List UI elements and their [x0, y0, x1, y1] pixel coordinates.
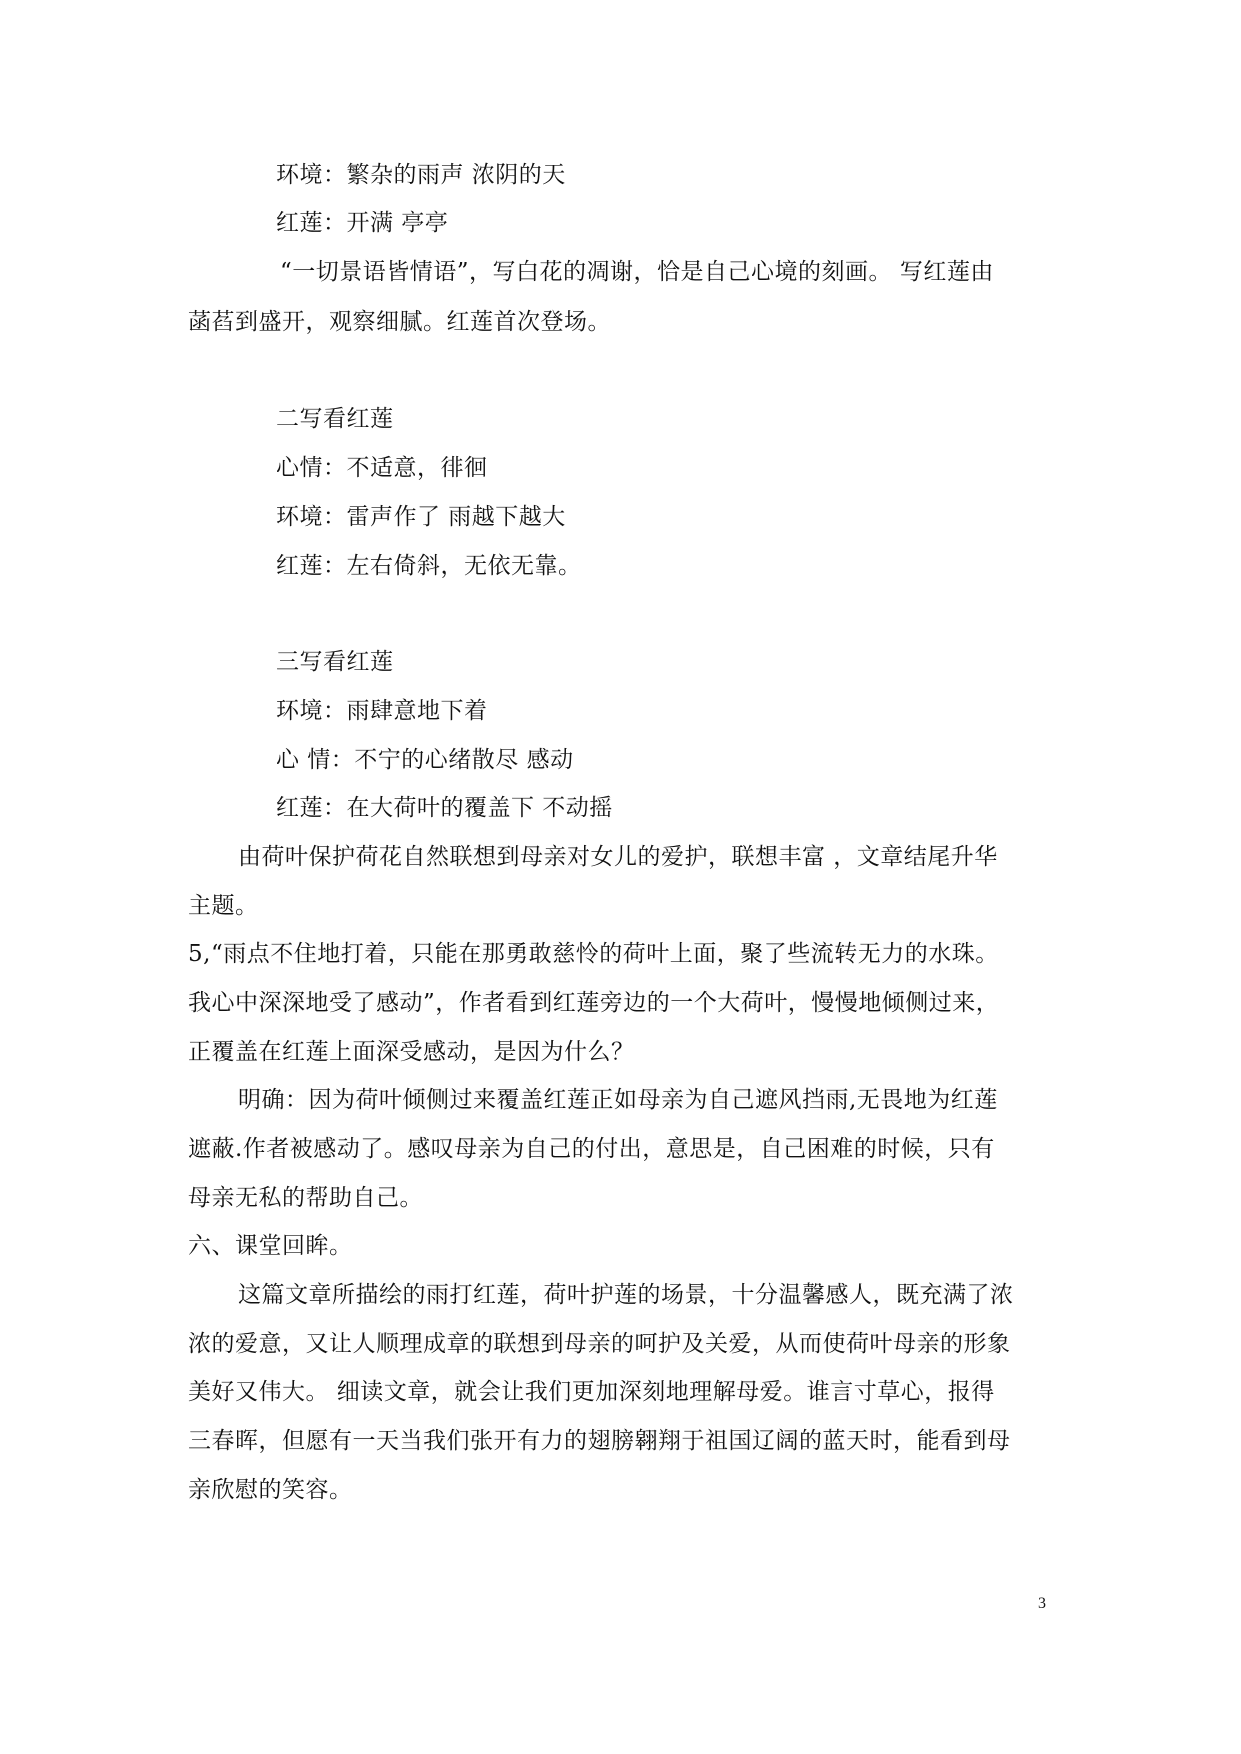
section-heading: 六、课堂回眸。 — [188, 1233, 353, 1259]
text-line: 环境：繁杂的雨声 浓阴的天 — [276, 162, 566, 188]
text-line: 菡萏到盛开，观察细腻。红莲首次登场。 — [188, 309, 611, 335]
text-line: 红莲：在大荷叶的覆盖下 不动摇 — [276, 795, 613, 821]
text-line: 三春晖，但愿有一天当我们张开有力的翅膀翱翔于祖国辽阔的蓝天时，能看到母 — [188, 1428, 1011, 1454]
text-line: 遮蔽.作者被感动了。感叹母亲为自己的付出，意思是，自己困难的时候，只有 — [188, 1136, 995, 1162]
page-number: 3 — [1038, 1595, 1046, 1612]
section-heading: 三写看红莲 — [276, 649, 394, 675]
text-line: 浓的爱意，又让人顺理成章的联想到母亲的呵护及关爱，从而使荷叶母亲的形象 — [188, 1331, 1011, 1357]
text-line: 亲欣慰的笑容。 — [188, 1477, 353, 1503]
text-line: 心情：不适意，徘徊 — [276, 455, 488, 481]
text-line: 正覆盖在红莲上面深受感动，是因为什么？ — [188, 1039, 635, 1065]
text-line: 母亲无私的帮助自己。 — [188, 1185, 423, 1211]
text-line: 红莲：开满 亭亭 — [276, 210, 449, 236]
text-line: 明确：因为荷叶倾侧过来覆盖红莲正如母亲为自己遮风挡雨,无畏地为红莲 — [238, 1087, 998, 1113]
text-line: 心 情：不宁的心绪散尽 感动 — [276, 747, 574, 773]
text-line: 红莲：左右倚斜，无依无靠。 — [276, 553, 582, 579]
text-line: 主题。 — [188, 893, 259, 919]
text-line: 美好又伟大。 细读文章，就会让我们更加深刻地理解母爱。谁言寸草心，报得 — [188, 1379, 995, 1405]
text-line: 5,“雨点不住地打着，只能在那勇敢慈怜的荷叶上面，聚了些流转无力的水珠。 — [188, 941, 999, 967]
text-line: 环境：雨肆意地下着 — [276, 698, 488, 724]
text-line: 环境：雷声作了 雨越下越大 — [276, 504, 566, 530]
text-line: “一切景语皆情语”，写白花的凋谢，恰是自己心境的刻画。 写红莲由 — [280, 259, 994, 285]
text-line: 我心中深深地受了感动”，作者看到红莲旁边的一个大荷叶，慢慢地倾侧过来， — [188, 990, 1000, 1016]
text-line: 这篇文章所描绘的雨打红莲，荷叶护莲的场景，十分温馨感人，既充满了浓 — [238, 1282, 1014, 1308]
text-line: 由荷叶保护荷花自然联想到母亲对女儿的爱护，联想丰富 ，文章结尾升华 — [238, 844, 998, 870]
section-heading: 二写看红莲 — [276, 406, 394, 432]
